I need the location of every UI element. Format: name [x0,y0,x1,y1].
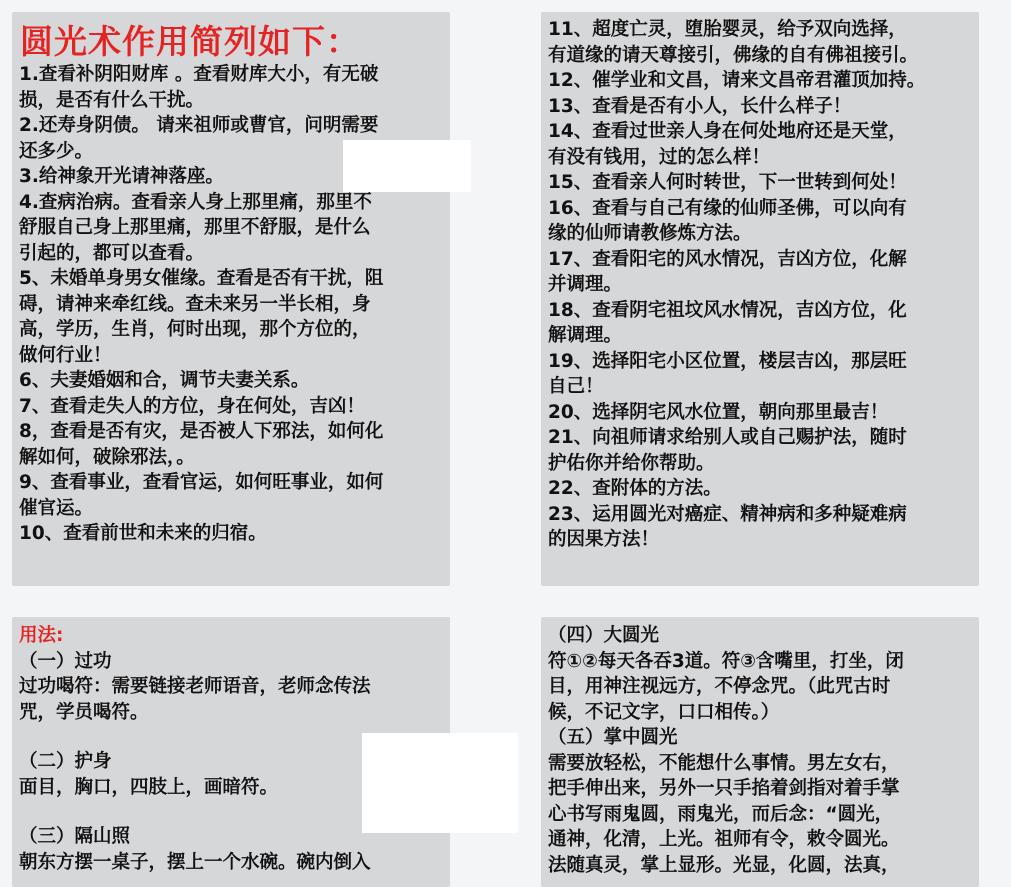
redaction-box [343,140,471,192]
list-line: 5、未婚单身男女催缘。查看是否有干扰，阻 [19,268,384,289]
section-line: 朝东方摆一桌子，摆上一个水碗。碗内倒入 [19,851,371,873]
list-line: 做何行业！ [19,344,112,366]
list-line: 舒服自己身上那里痛，那里不舒服，是什么 [19,217,371,238]
list-line: 9、查看事业，查看官运，如何旺事业，如何 [19,472,384,493]
list-line: 13、查看是否有小人，长什么样子！ [548,95,852,117]
list-line: 20、选择阴宅风水位置，朝向那里最吉！ [548,401,889,423]
list-line: 损，是否有什么干扰。 [19,89,205,111]
redaction-box [362,733,518,833]
list-line: 自己！ [548,376,604,397]
list-line: 并调理。 [548,274,623,295]
section-line: 候，不记文字，口口相传。） [548,701,780,723]
section-title: （一）过功 [19,650,112,672]
list-line: 引起的，都可以查看。 [19,242,205,264]
list-line: 的因果方法！ [548,529,660,550]
section-line: （四）大圆光 [548,625,660,646]
panel-uses-part1 [12,12,450,586]
uses-list-1 [12,62,450,547]
section-title: （二）护身 [19,751,112,772]
list-line: 解调理。 [548,325,623,346]
list-line: 23、运用圆光对癌症、精神病和多种疑难病 [548,503,907,525]
list-line: 还多少。 [19,140,94,162]
page-title: 圆光术作用简列如下： [20,22,360,61]
list-line: 高，学历，生肖，何时出现，那个方位的， [19,319,371,340]
uses-list-2 [541,12,979,553]
list-line: 16、查看与自己有缘的仙师圣佛，可以向有 [548,197,907,219]
list-line: 催官运。 [19,497,94,519]
list-line: 有没有钱用，过的怎么样！ [548,146,771,168]
list-line: 22、查附体的方法。 [548,478,722,499]
methods-body [541,617,979,878]
section-line: 把手伸出来，另外一只手掐着剑指对着手掌 [548,778,900,799]
list-line: 1.查看补阴阳财库 。查看财库大小，有无破 [19,64,379,85]
section-line: 目，用神注视远方，不停念咒。（此咒古时 [548,676,891,697]
section-line: 法随真灵，掌上显形。光显，化圆，法真， [548,854,900,876]
list-line: 解如何，破除邪法，。 [19,446,195,468]
section-line: 面目，胸口，四肢上，画暗符。 [19,776,279,798]
section-title: （三）隔山照 [19,826,131,847]
panel-methods [541,617,979,887]
section-line: 需要放轻松，不能想什么事情。男左女右， [548,752,900,774]
list-line: 2.还寿身阴债。 请来祖师或曹官，问明需要 [19,115,379,136]
list-line: 4.查病治病。查看亲人身上那里痛，那里不 [19,191,372,213]
list-line: 10、查看前世和未来的归宿。 [19,523,267,544]
list-line: 11、超度亡灵，堕胎婴灵，给予双向选择， [548,19,907,40]
section-line: 心书写雨鬼圆，雨鬼光，而后念：“圆光， [548,803,894,825]
list-line: 19、选择阳宅小区位置，楼层吉凶，那层旺 [548,350,907,372]
list-line: 18、查看阴宅祖坟风水情况，吉凶方位，化 [548,299,907,321]
list-line: 6、夫妻婚姻和合，调节夫妻关系。 [19,370,310,391]
list-line: 碍，请神来牵红线。查未来另一半长相，身 [19,293,371,315]
list-line: 12、催学业和文昌，请来文昌帝君灌顶加持。 [548,70,926,91]
section-line: 咒，学员喝符。 [19,701,149,723]
list-line: 7、查看走失人的方位，身在何处，吉凶！ [19,395,365,417]
list-line: 14、查看过世亲人身在何处地府还是天堂， [548,121,907,142]
list-line: 8，查看是否有灾，是否被人下邪法，如何化 [19,421,384,442]
panel-uses-part2 [541,12,979,586]
list-line: 15、查看亲人何时转世，下一世转到何处！ [548,172,907,193]
list-line: 有道缘的请天尊接引，佛缘的自有佛祖接引。 [548,44,919,66]
section-line: 过功喝符：需要链接老师语音，老师念传法 [19,676,371,697]
list-line: 17、查看阳宅的风水情况，吉凶方位，化解 [548,248,907,270]
section-line: 符①②每天各吞3道。符③含嘴里，打坐，闭 [548,650,904,672]
list-line: 3.给神象开光请神落座。 [19,166,224,187]
section-line: （五）掌中圆光 [548,727,678,748]
section-line: 通神，化清，上光。祖师有令，敕令圆光。 [548,829,900,850]
list-line: 缘的仙师请教修炼方法。 [548,223,752,244]
list-line: 护佑你并给你帮助。 [548,452,715,474]
usage-heading: 用法: [19,625,64,646]
list-line: 21、向祖师请求给别人或自己赐护法，随时 [548,427,907,448]
